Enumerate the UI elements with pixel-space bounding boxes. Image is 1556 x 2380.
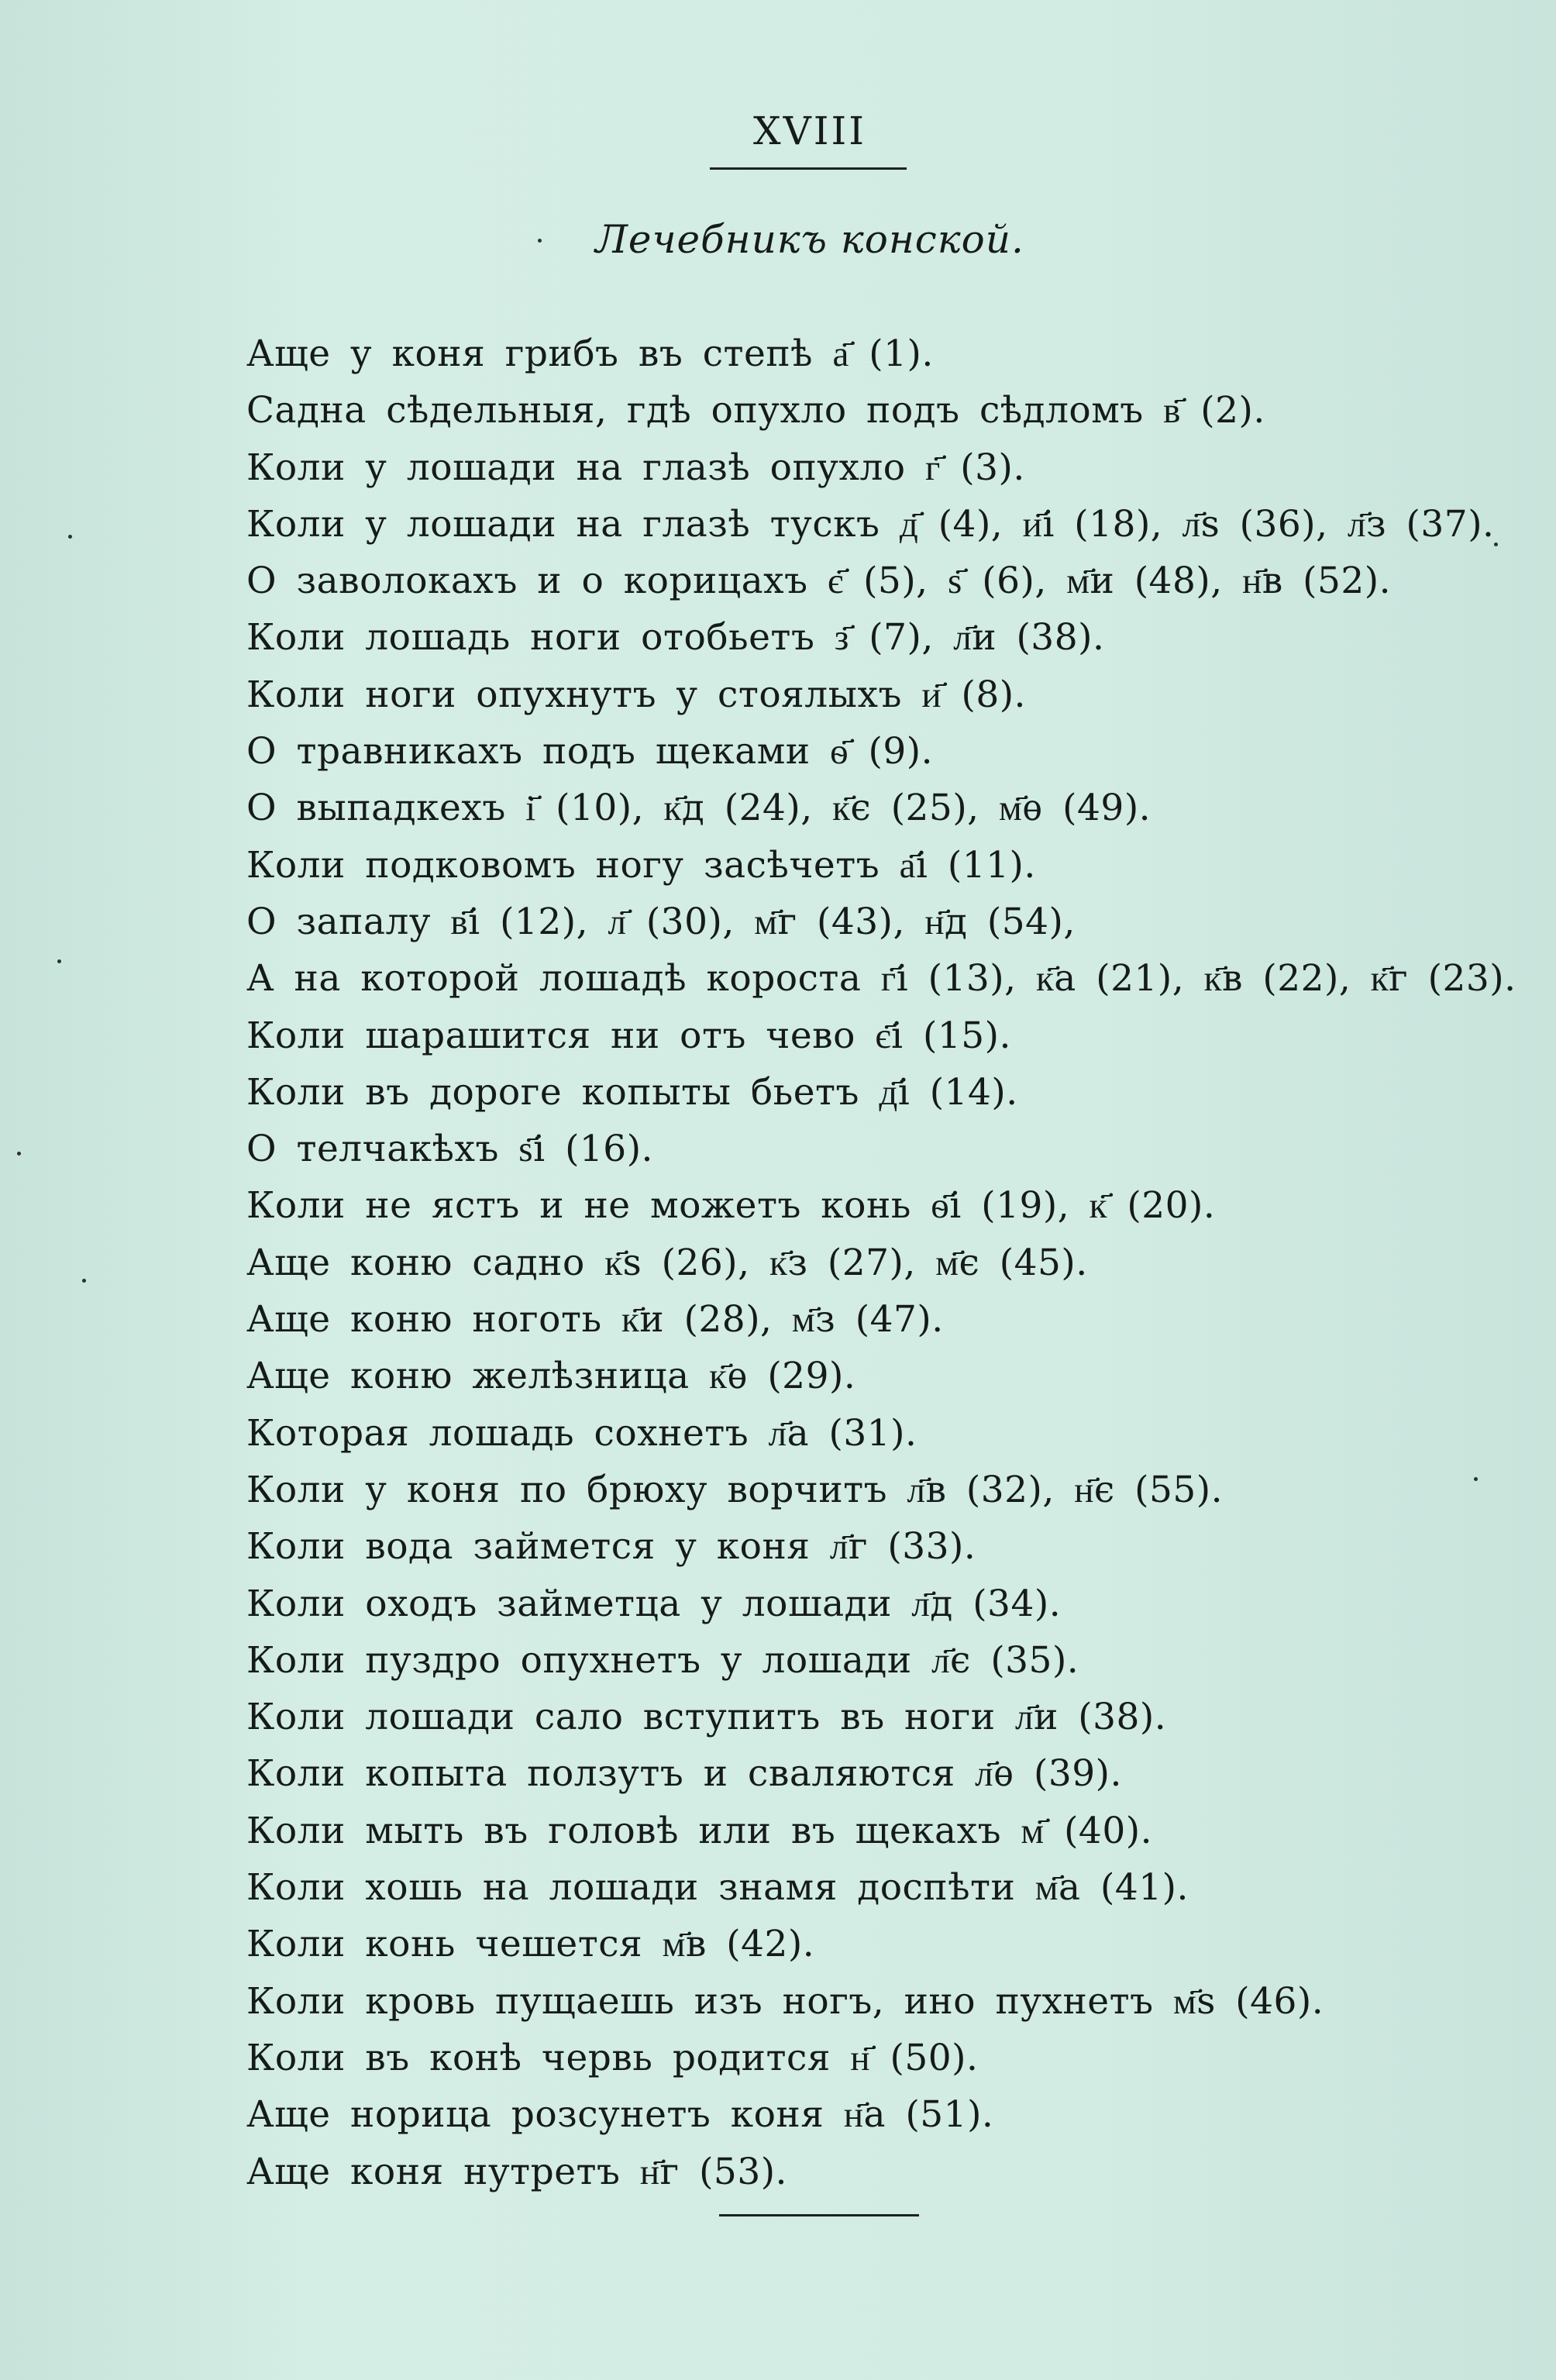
index-list [246,325,1517,2200]
index-entry: Коли хошь на лошади знамя доспѣти м҃а (41). [246,1866,1189,1910]
index-entry: Аще норица розсунетъ коня н҃а (51). [246,2093,994,2137]
section-title: Лечебникъ конской. [595,217,1024,262]
paper-speck [17,1152,21,1156]
index-entry: Коли конь чешется м҃в (42). [246,1923,815,1966]
index-entry: Коли не ястъ и не можетъ конь ѳ҃і (19), к҃ (20). [246,1184,1216,1228]
index-entry: Коли въ конѣ червь родится н҃ (50). [246,2036,979,2079]
index-entry: Коли вода займется у коня л҃г (33). [246,1525,976,1569]
index-entry: Коли оходъ займетца у лошади л҃д (34). [246,1582,1062,1625]
index-entry: Коли лошади сало вступитъ въ ноги л҃и (38). [246,1696,1167,1739]
index-entry: О запалу в҃і (12), л҃ (30), м҃г (43), н҃д (54), [246,900,1076,943]
index-entry: Коли подковомъ ногу засѣчетъ а҃і (11). [246,843,1036,887]
index-entry: О заволокахъ и о корицахъ є҃ (5), ѕ҃ (6), м҃и (48), н҃в (52). [246,560,1392,603]
index-entry: Коли кровь пущаешь изъ ногъ, ино пухнетъ м҃ѕ (46). [246,1979,1324,2023]
paper-speck [538,239,542,243]
index-entry: Коли мыть въ головѣ или въ щекахъ м҃ (40). [246,1809,1153,1852]
page-number: XVIII [753,108,866,153]
index-entry: Аще у коня грибъ въ степѣ а҃ (1). [246,332,934,375]
index-entry: Коли ноги опухнутъ у стоялыхъ и҃ (8). [246,673,1026,716]
index-entry: Аще коню садно к҃ѕ (26), к҃з (27), м҃є (45). [246,1241,1088,1284]
index-entry: Коли копыта ползутъ и сваляются л҃ѳ (39). [246,1752,1122,1796]
paper-speck [68,535,72,539]
index-entry: Садна сѣдельныя, гдѣ опухло подъ сѣдломъ в҃ (2). [246,389,1265,432]
index-entry: Которая лошадь сохнетъ л҃а (31). [246,1411,917,1455]
index-entry: Аще коня нутретъ н҃г (53). [246,2150,787,2193]
index-entry: Коли у лошади на глазѣ тускъ д҃ (4), и҃і (18), л҃ѕ (36), л҃з (37). [246,502,1495,546]
index-entry: Аще коню ноготь к҃и (28), м҃з (47). [246,1298,944,1342]
index-entry: А на которой лошадѣ короста г҃і (13), к҃а (21), к҃в (22), к҃г (23). [246,957,1516,1001]
paper-speck [57,959,61,963]
index-entry: Аще коню желѣзница к҃ѳ (29). [246,1355,856,1398]
index-entry: Коли пуздро опухнетъ у лошади л҃є (35). [246,1638,1079,1682]
paper-speck [1494,542,1498,546]
index-entry: О травникахъ подъ щеками ѳ҃ (9). [246,730,934,773]
index-entry: Коли шарашится ни отъ чево є҃і (15). [246,1014,1011,1057]
header-rule [710,167,907,170]
index-entry: О выпадкехъ і҃ (10), к҃д (24), к҃є (25), м҃ѳ (49). [246,787,1152,830]
footer-rule [719,2214,919,2216]
index-entry: Коли у лошади на глазѣ опухло г҃ (3). [246,446,1025,489]
index-entry: Коли лошадь ноги отобьетъ з҃ (7), л҃и (38). [246,616,1105,660]
paper-speck [82,1279,86,1283]
index-entry: Коли у коня по брюху ворчитъ л҃в (32), н҃є (55). [246,1468,1224,1511]
paper-speck [1474,1477,1478,1481]
index-entry: О телчакѣхъ ѕ҃і (16). [246,1128,653,1171]
index-entry: Коли въ дороге копыты бьетъ д҃і (14). [246,1070,1018,1114]
